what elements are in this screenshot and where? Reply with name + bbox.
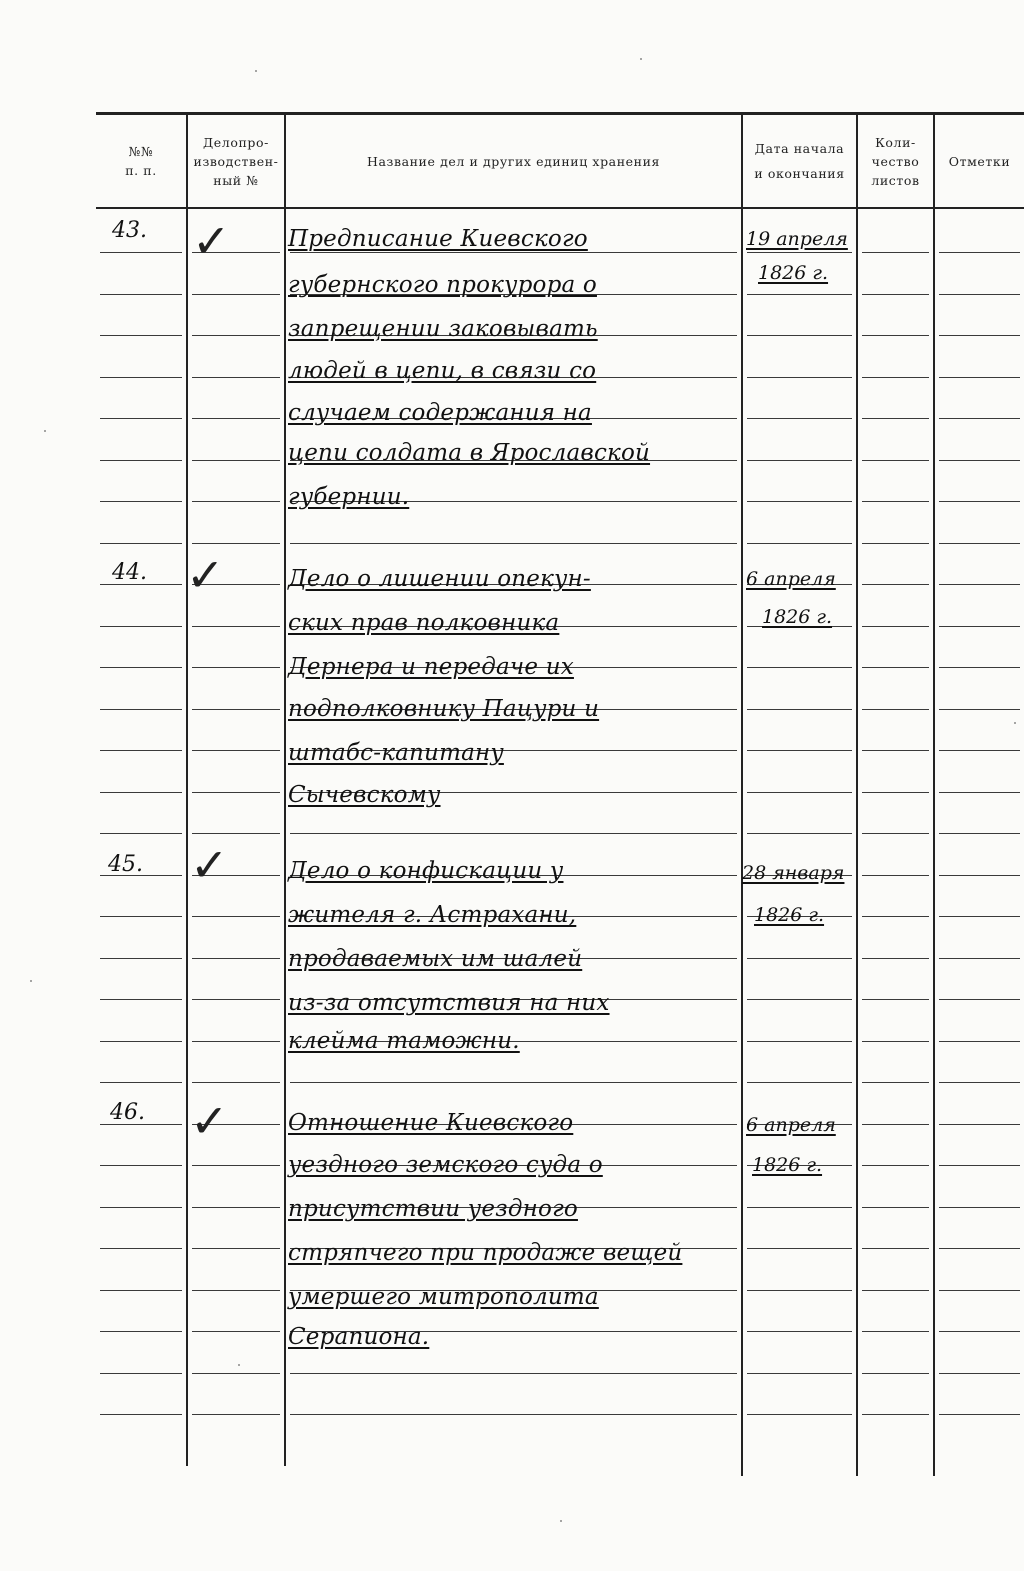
ruled-line [192,1041,280,1042]
ruled-line [192,1290,280,1291]
ruled-line [747,667,852,668]
ruled-line [100,1165,182,1166]
entry-title-line: стряпчего при продаже вещей [288,1240,683,1266]
ruled-line [100,543,182,544]
ruled-line [100,792,182,793]
ruled-line [862,1331,929,1332]
ruled-line [290,1082,737,1083]
ruled-line [747,418,852,419]
ruled-line [290,252,737,253]
ruled-line [100,916,182,917]
paper-speck [640,58,642,60]
ruled-line [862,833,929,834]
ruled-line [192,377,280,378]
ruled-line [747,501,852,502]
ruled-line [747,792,852,793]
ruled-line [100,667,182,668]
ruled-line [192,958,280,959]
header-title: Название дел и других единиц хранения [366,153,661,169]
ruled-line [939,833,1020,834]
ruled-line [747,1373,852,1374]
table-top-rule [96,112,1024,115]
entry-title-line: цепи солдата в Ярославской [288,440,651,466]
ruled-line [747,294,852,295]
ruled-line [192,1165,280,1166]
ruled-line [939,543,1020,544]
ruled-line [192,833,280,834]
column-divider-2 [284,114,286,1466]
entry-number: 44. [112,560,147,585]
ruled-line [862,875,929,876]
ruled-line [100,1041,182,1042]
ruled-line [747,1082,852,1083]
ruled-line [862,916,929,917]
column-divider-1 [186,114,188,1466]
ruled-line [862,750,929,751]
ruled-line [747,335,852,336]
ruled-line [939,1165,1020,1166]
ruled-line [939,1207,1020,1208]
ruled-line [100,750,182,751]
ruled-line [862,1041,929,1042]
paper-speck [44,430,46,432]
ruled-line [192,1207,280,1208]
ruled-line [747,252,852,253]
ruled-line [192,294,280,295]
ruled-line [100,294,182,295]
ruled-line [100,626,182,627]
ruled-line [862,294,929,295]
entry-title-line: продаваемых им шалей [288,946,583,972]
header-number: №№ п. п. [125,144,157,178]
ruled-line [100,335,182,336]
header-office-number: Делопро- изводствен- ный № [193,134,279,188]
ruled-line [192,792,280,793]
header-dates: Дата начала и окончания [754,141,845,181]
entry-title-line: Дело о лишении опекун- [288,566,591,592]
ruled-line [192,1414,280,1415]
ruled-line [862,1124,929,1125]
entry-date-start: 28 января [742,862,845,884]
header-bottom-rule [96,207,1024,209]
header-sheet-count: Коли- чество листов [871,134,920,188]
ruled-line [862,999,929,1000]
ruled-line [100,833,182,834]
entry-title-line: Отношение Киевского [288,1110,574,1136]
ruled-line [862,1165,929,1166]
ruled-line [747,999,852,1000]
ruled-line [862,1082,929,1083]
ruled-line [862,252,929,253]
ruled-line [192,709,280,710]
ruled-line [939,460,1020,461]
ruled-line [290,1414,737,1415]
ruled-line [747,1041,852,1042]
ruled-line [862,377,929,378]
entry-date-end: 1826 г. [754,904,825,926]
ruled-line [747,1331,852,1332]
ruled-line [939,418,1020,419]
ruled-line [192,501,280,502]
ruled-line [192,626,280,627]
ruled-line [939,750,1020,751]
ruled-line [290,543,737,544]
entry-title-line: штабс-капитану [288,740,504,766]
ruled-line [747,460,852,461]
ruled-line [939,335,1020,336]
entry-date-start: 6 апреля [746,1114,836,1136]
ruled-line [862,584,929,585]
ruled-line [862,958,929,959]
ruled-line [747,377,852,378]
ruled-line [939,501,1020,502]
entry-date-start: 6 апреля [746,568,836,590]
ruled-line [862,1207,929,1208]
checkmark-icon: ✓ [192,214,231,268]
ruled-line [100,1331,182,1332]
entry-title-line: ских прав полковника [288,610,560,636]
ruled-line [100,1290,182,1291]
ruled-line [192,999,280,1000]
ruled-line [100,958,182,959]
ruled-line [862,543,929,544]
ruled-line [862,709,929,710]
ruled-line [862,792,929,793]
ruled-line [939,1414,1020,1415]
entry-date-start: 19 апреля [746,228,848,250]
ruled-line [939,999,1020,1000]
ruled-line [100,999,182,1000]
entry-title-line: губернии. [288,484,410,510]
ruled-line [192,418,280,419]
entry-title-line: Дернера и передаче их [288,654,574,680]
ruled-line [100,1248,182,1249]
ruled-line [939,1041,1020,1042]
ruled-line [862,1414,929,1415]
entry-title-line: людей в цепи, в связи со [288,358,597,384]
ruled-line [100,1207,182,1208]
ruled-line [747,1207,852,1208]
ruled-line [939,626,1020,627]
paper-speck [30,980,32,982]
ruled-line [862,1248,929,1249]
entry-date-end: 1826 г. [758,262,829,284]
entry-date-end: 1826 г. [762,606,833,628]
ruled-line [747,1248,852,1249]
ruled-line [747,543,852,544]
checkmark-icon: ✓ [190,1094,229,1148]
entry-title-line: клейма таможни. [288,1028,520,1054]
ruled-line [862,1373,929,1374]
ruled-line [939,1124,1020,1125]
ruled-line [939,1248,1020,1249]
ruled-line [192,1248,280,1249]
ruled-line [939,1331,1020,1332]
ruled-line [939,1290,1020,1291]
ruled-line [862,501,929,502]
ruled-line [939,916,1020,917]
ruled-line [192,1331,280,1332]
ruled-line [862,667,929,668]
ruled-line [939,377,1020,378]
column-divider-3 [741,114,743,1476]
header-notes: Отметки [948,153,1011,169]
checkmark-icon: ✓ [190,838,229,892]
ruled-line [939,252,1020,253]
entry-title-line: жителя г. Астрахани, [288,902,577,928]
ruled-line [290,833,737,834]
ruled-line [939,958,1020,959]
ruled-line [747,833,852,834]
ruled-line [747,1414,852,1415]
entry-title-line: запрещении заковывать [288,316,598,342]
ruled-line [939,875,1020,876]
ruled-line [192,667,280,668]
paper-speck [255,70,257,72]
entry-number: 46. [110,1100,145,1125]
paper-speck [1014,722,1016,724]
ruled-line [100,460,182,461]
ruled-line [862,418,929,419]
ruled-line [100,501,182,502]
ruled-line [192,460,280,461]
entry-title-line: случаем содержания на [288,400,592,426]
ruled-line [747,1290,852,1291]
ruled-line [192,1082,280,1083]
ruled-line [939,667,1020,668]
ruled-line [939,792,1020,793]
ruled-line [939,1082,1020,1083]
ruled-line [939,584,1020,585]
paper-speck [238,1364,240,1366]
ruled-line [939,709,1020,710]
ruled-line [100,1414,182,1415]
ruled-line [862,626,929,627]
entry-title-line: Дело о конфискации у [288,858,564,884]
ruled-line [100,1082,182,1083]
ruled-line [100,252,182,253]
ruled-line [862,1290,929,1291]
entry-title-line: из-за отсутствия на них [288,990,610,1016]
column-divider-5 [933,114,935,1476]
ruled-line [192,1373,280,1374]
ruled-line [100,418,182,419]
entry-title-line: Предписание Киевского [288,226,588,252]
ruled-line [100,377,182,378]
ruled-line [747,958,852,959]
ruled-line [100,1373,182,1374]
ruled-line [192,750,280,751]
ruled-line [100,709,182,710]
column-divider-4 [856,114,858,1476]
entry-title-line: Сычевскому [288,782,441,808]
entry-number: 45. [108,852,143,877]
entry-title-line: уездного земского суда о [288,1152,603,1178]
entry-title-line: Серапиона. [288,1324,430,1350]
ruled-line [862,460,929,461]
ruled-line [939,294,1020,295]
ruled-line [939,1373,1020,1374]
paper-speck [560,1520,562,1522]
ruled-line [192,543,280,544]
ruled-line [290,1373,737,1374]
entry-title-line: присутствии уездного [288,1196,578,1222]
entry-title-line: подполковнику Пацури и [288,696,600,722]
entry-title-line: губернского прокурора о [288,272,597,298]
entry-title-line: умершего митрополита [288,1284,599,1310]
ruled-line [192,335,280,336]
ruled-line [192,916,280,917]
ruled-line [747,750,852,751]
entry-date-end: 1826 г. [752,1154,823,1176]
checkmark-icon: ✓ [186,548,225,602]
entry-number: 43. [112,218,147,243]
ruled-line [747,709,852,710]
ruled-line [862,335,929,336]
